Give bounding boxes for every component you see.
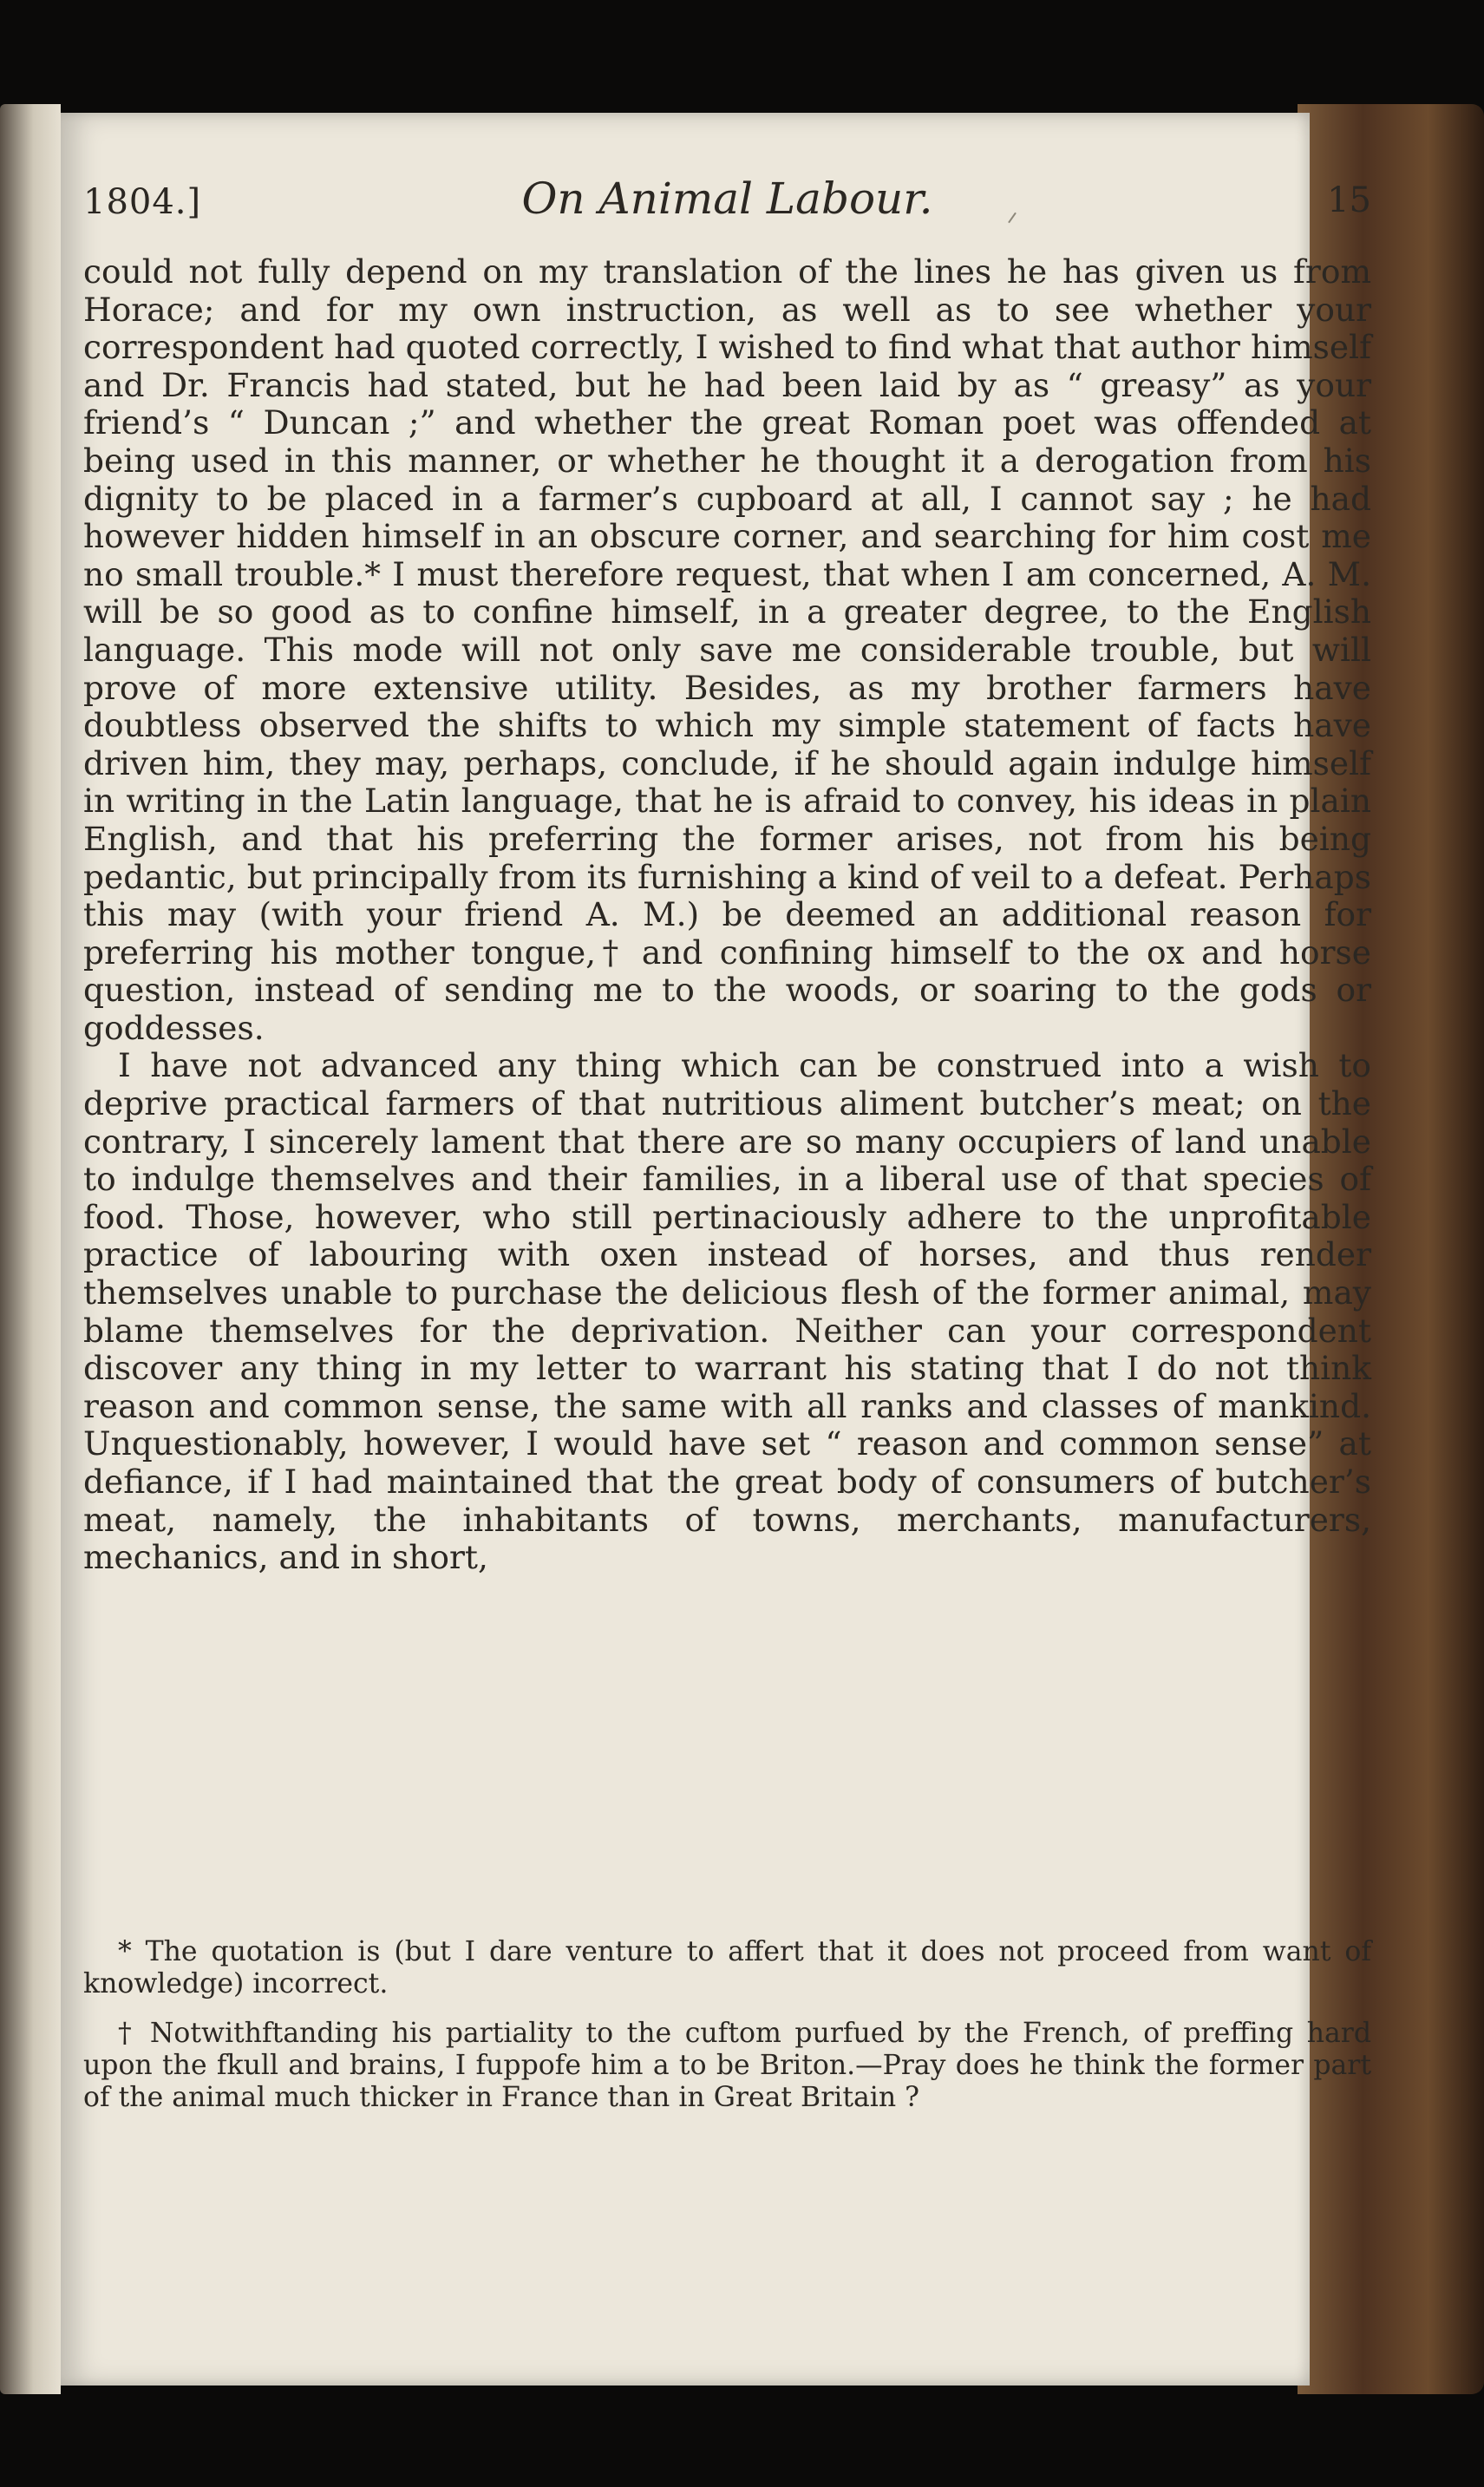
body-paragraph-2: I have not advanced any thing which can be construed into a wish to deprive practical farmers of that nutritious aliment butcher’s meat; on the contrary, I sincerely lament that there are so many occupiers of land unable to indulge themselves and their families, in a liberal use of that species of food. Those, however, who still pertinaciously adhere to the unprofitable practice of labouring with oxen instead of horses, and thus render themselves unable to purchase the delicious flesh of the former animal, may blame themselves for the deprivation. Neither can your correspondent discover any thing in my letter to warrant his stating that I do not think reason and common sense, the same with all ranks and classes of mankind. Unquestionably, however, I would have set “ reason and common sense” at defiance, if I had maintained that the great body of consumers of butcher’s meat, namely, the inhabitants of towns, merchants, manufacturers, mechanics, and in short,	[83, 1046, 1371, 1577]
facing-page-edge	[0, 104, 61, 2394]
footnotes	[83, 1936, 1371, 2131]
footnote-2: † Notwithftanding his partiality to the cuftom purfued by the French, of preffing hard upon the fkull and brains, I fuppofe him a to be Briton.—Pray does he think the former part of the animal much thicker in France than in Great Britain ?	[83, 2018, 1371, 2113]
running-head-title: On Animal Labour.	[521, 173, 933, 224]
footnote-1: * The quotation is (but I dare venture to affert that it does not proceed from want of knowledge) incorrect.	[83, 1936, 1371, 1999]
running-head	[83, 173, 1371, 234]
body-paragraph-1: could not fully depend on my translation of the lines he has given us from Horace; and for my own instruction, as well as to see whether your correspondent had quoted correctly, I wished to find what that author himself and Dr. Francis had stated, but he had been laid by as “ greasy” as your friend’s “ Duncan ;” and whether the great Roman poet was offended at being used in this manner, or whether he thought it a derogation from his dignity to be placed in a farmer’s cupboard at all, I cannot say ; he had however hidden himself in an obscure corner, and searching for him cost me no small trouble.* I must therefore request, that when I am concerned, A. M. will be so good as to confine himself, in a greater degree, to the English language. This mode will not only save me considerable trouble, but will prove of more extensive utility. Besides, as my brother farmers have doubtless observed the shifts to which my simple statement of facts have driven him, they may, perhaps, conclude, if he should again indulge himself in writing in the Latin language, that he is afraid to convey, his ideas in plain English, and that his preferring the former arises, not from his being pedantic, but principally from its furnishing a kind of veil to a defeat. Perhaps this may (with your friend A. M.) be deemed an additional reason for preferring his mother tongue,† and confining himself to the ox and horse question, instead of sending me to the woods, or soaring to the gods or goddesses.	[83, 252, 1371, 1047]
page-number: 15	[1327, 180, 1371, 220]
body-text	[83, 253, 1371, 1577]
running-head-year: 1804.]	[83, 182, 202, 222]
